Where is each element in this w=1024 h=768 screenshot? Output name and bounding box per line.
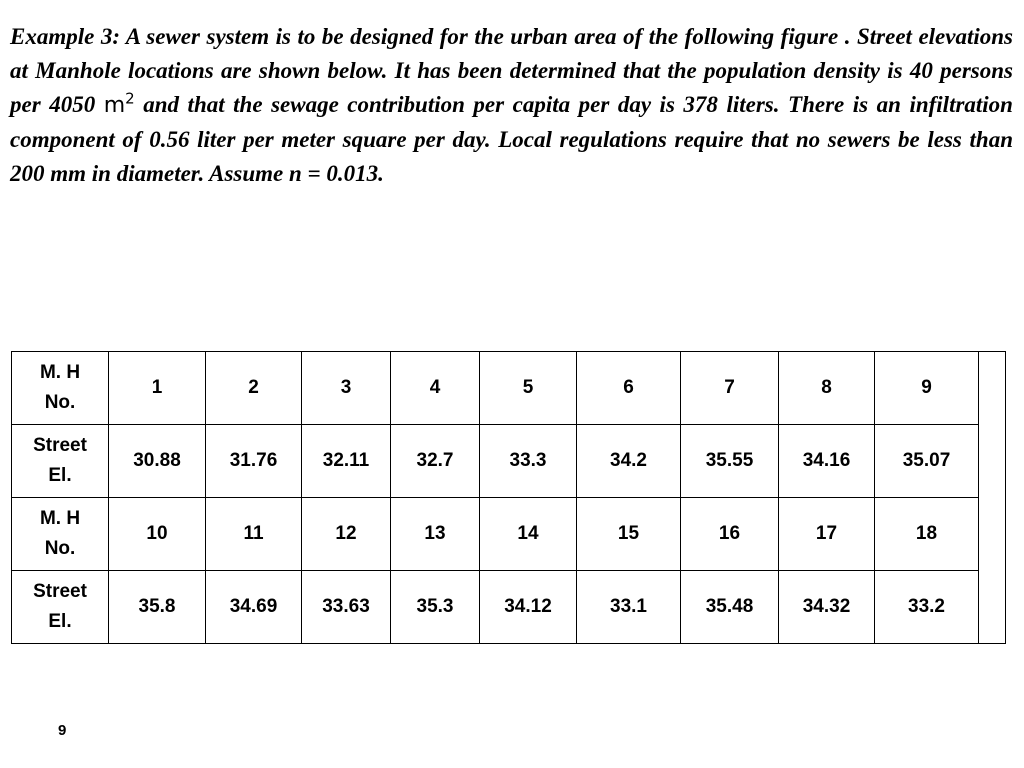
table-cell: 15 [577, 498, 681, 571]
table-cell: 34.69 [206, 571, 302, 644]
table-cell: 17 [779, 498, 875, 571]
table-cell: 18 [875, 498, 979, 571]
table-cell: 9 [875, 352, 979, 425]
table-cell: 5 [480, 352, 577, 425]
manhole-elevation-table [11, 351, 1006, 644]
table-cell: 1 [109, 352, 206, 425]
table-cell: 34.2 [577, 425, 681, 498]
table-row [12, 498, 1006, 571]
table-cell: 7 [681, 352, 779, 425]
area-unit-base: m [103, 93, 126, 118]
table-cell: 13 [391, 498, 480, 571]
table-cell: 4 [391, 352, 480, 425]
table-cell: 32.7 [391, 425, 480, 498]
table-cell: 33.1 [577, 571, 681, 644]
table-cell: 33.63 [302, 571, 391, 644]
table-cell: 33.2 [875, 571, 979, 644]
table-cell: 30.88 [109, 425, 206, 498]
problem-statement [10, 20, 1013, 191]
table-cell: 6 [577, 352, 681, 425]
table-cell: 34.16 [779, 425, 875, 498]
table-cell: 14 [480, 498, 577, 571]
table-cell: 2 [206, 352, 302, 425]
empty-side-column [979, 352, 1006, 644]
table-row [12, 352, 1006, 425]
table-cell: 34.12 [480, 571, 577, 644]
table-cell: 32.11 [302, 425, 391, 498]
problem-text-part2: and that the sewage contribution per capita per day is 378 liters. There is an infiltration component of 0.56 liter per meter square per day. Local regulations require that no sewers be less than 200 mm in diameter. Assume n = 0.013. [10, 92, 1013, 186]
table-cell: 12 [302, 498, 391, 571]
row-header-manhole-no: M. H No. [12, 352, 109, 425]
page-number: 9 [58, 722, 67, 739]
table-cell: 35.55 [681, 425, 779, 498]
table-row [12, 425, 1006, 498]
table-cell: 35.8 [109, 571, 206, 644]
table-cell: 8 [779, 352, 875, 425]
row-header-street-elevation: Street El. [12, 425, 109, 498]
area-unit-exponent: 2 [125, 89, 135, 108]
table-cell: 16 [681, 498, 779, 571]
area-unit [103, 89, 135, 118]
table-cell: 10 [109, 498, 206, 571]
table-cell: 35.48 [681, 571, 779, 644]
table-cell: 35.07 [875, 425, 979, 498]
row-header-manhole-no: M. H No. [12, 498, 109, 571]
table-cell: 31.76 [206, 425, 302, 498]
table-cell: 35.3 [391, 571, 480, 644]
table-cell: 33.3 [480, 425, 577, 498]
row-header-street-elevation: Street El. [12, 571, 109, 644]
table-cell: 11 [206, 498, 302, 571]
table-cell: 3 [302, 352, 391, 425]
table-row [12, 571, 1006, 644]
table-cell: 34.32 [779, 571, 875, 644]
problem-text-part1: Example 3: A sewer system is to be designed for the urban area of the following figure . Street elevations at Manhole locations are shown below. It has been determined that the population density is 40 persons per 4050 [10, 24, 1013, 117]
